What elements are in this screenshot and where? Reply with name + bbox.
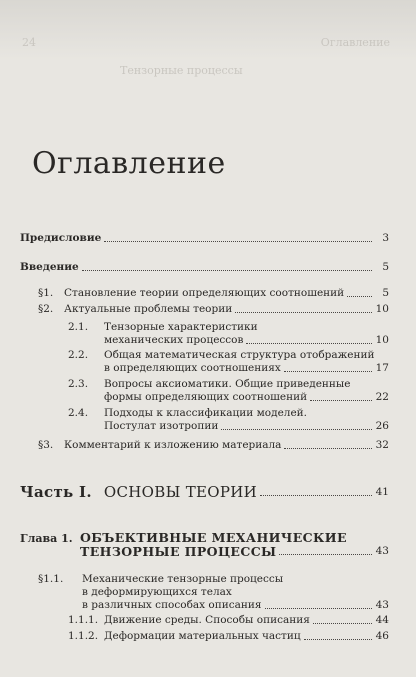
toc-number: §3. — [38, 439, 54, 451]
toc-entry-intro[interactable] — [0, 261, 416, 274]
toc-label: в определяющих соотношениях — [104, 362, 281, 374]
leader-dots — [310, 400, 372, 401]
toc-label: в различных способах описания — [82, 599, 262, 611]
toc-entry-s24[interactable] — [0, 420, 416, 433]
toc-label: Предисловие — [20, 232, 102, 244]
toc-page: 22 — [375, 391, 389, 403]
toc-label-line: Подходы к классификации моделей. — [104, 407, 308, 419]
toc-number: 2.4. — [68, 407, 89, 419]
toc-label: Деформации материальных частиц — [104, 630, 301, 642]
toc-entry-s11[interactable] — [0, 599, 416, 612]
toc-page: 43 — [375, 545, 389, 557]
toc-number: §1.1. — [38, 573, 64, 585]
toc-number: Глава 1. — [20, 532, 73, 545]
leader-dots — [235, 312, 372, 313]
toc-label: Постулат изотропии — [104, 420, 219, 432]
toc-page: 3 — [382, 232, 389, 244]
toc-page: 5 — [382, 287, 389, 299]
toc-number: Часть I. — [20, 483, 92, 501]
toc-number: §1. — [38, 287, 54, 299]
toc-number: §2. — [38, 303, 54, 315]
toc-entry-s3[interactable] — [0, 439, 416, 452]
toc-entry-s112[interactable] — [0, 630, 416, 643]
leader-dots — [246, 343, 372, 344]
leader-dots — [82, 270, 372, 271]
bleed-text: Тензорные процессы — [120, 64, 243, 77]
leader-dots — [284, 448, 372, 449]
toc-entry-s1[interactable] — [0, 287, 416, 300]
toc-number: 1.1.2. — [68, 630, 99, 642]
toc-label: механических процессов — [104, 334, 244, 346]
leader-dots — [104, 241, 372, 242]
toc-page: 32 — [375, 439, 389, 451]
toc-page: 17 — [375, 362, 389, 374]
toc-entry-s111[interactable] — [0, 614, 416, 627]
toc-label-line: в деформирующихся телах — [82, 586, 232, 598]
leader-dots — [347, 296, 372, 297]
leader-dots — [304, 639, 372, 640]
toc-entry-s23[interactable] — [0, 391, 416, 404]
toc-label: Актуальные проблемы теории — [64, 303, 233, 315]
toc-label: Введение — [20, 261, 79, 273]
toc-entry-s21[interactable] — [0, 334, 416, 347]
leader-dots — [221, 429, 372, 430]
leader-dots — [279, 554, 372, 555]
toc-label-line: Вопросы аксиоматики. Общие приведенные — [104, 378, 351, 390]
toc-entry-part1[interactable] — [0, 483, 416, 501]
toc-page: 44 — [375, 614, 389, 626]
toc-label-line: ОБЪЕКТИВНЫЕ МЕХАНИЧЕСКИЕ — [80, 530, 347, 545]
toc-label: ТЕНЗОРНЫЕ ПРОЦЕССЫ — [80, 544, 277, 559]
toc-number: 2.1. — [68, 321, 89, 333]
leader-dots — [265, 608, 372, 609]
toc-label: ОСНОВЫ ТЕОРИИ — [103, 483, 257, 501]
bleed-header: Оглавление — [320, 36, 390, 49]
toc-label: Движение среды. Способы описания — [104, 614, 310, 626]
toc-number: 1.1.1. — [68, 614, 99, 626]
toc-entry-s22[interactable] — [0, 362, 416, 375]
toc-label: Комментарий к изложению материала — [64, 439, 282, 451]
toc-page: 10 — [375, 334, 389, 346]
toc-page: 41 — [375, 486, 389, 498]
toc-page: 26 — [375, 420, 389, 432]
leader-dots — [313, 623, 372, 624]
toc-number: 2.2. — [68, 349, 89, 361]
leader-dots — [260, 495, 372, 496]
toc-label: Становление теории определяющих соотношений — [64, 287, 345, 299]
toc-entry-s2[interactable] — [0, 303, 416, 316]
toc-label: формы определяющих соотношений — [104, 391, 308, 403]
toc-page: 43 — [375, 599, 389, 611]
toc-entry-preface[interactable] — [0, 232, 416, 245]
bleed-page-number: 24 — [22, 36, 36, 49]
toc-label-line: Тензорные характеристики — [104, 321, 258, 333]
toc-number: 2.3. — [68, 378, 89, 390]
leader-dots — [284, 371, 372, 372]
toc-page: 46 — [375, 630, 389, 642]
toc-page: 5 — [382, 261, 389, 273]
previous-page-edge — [0, 0, 416, 60]
toc-entry-ch1[interactable] — [0, 545, 416, 558]
toc-label-line: Общая математическая структура отображений — [104, 349, 375, 361]
toc-label-line: Механические тензорные процессы — [82, 573, 284, 585]
toc-page: 10 — [375, 303, 389, 315]
page-title: Оглавление — [32, 146, 226, 181]
